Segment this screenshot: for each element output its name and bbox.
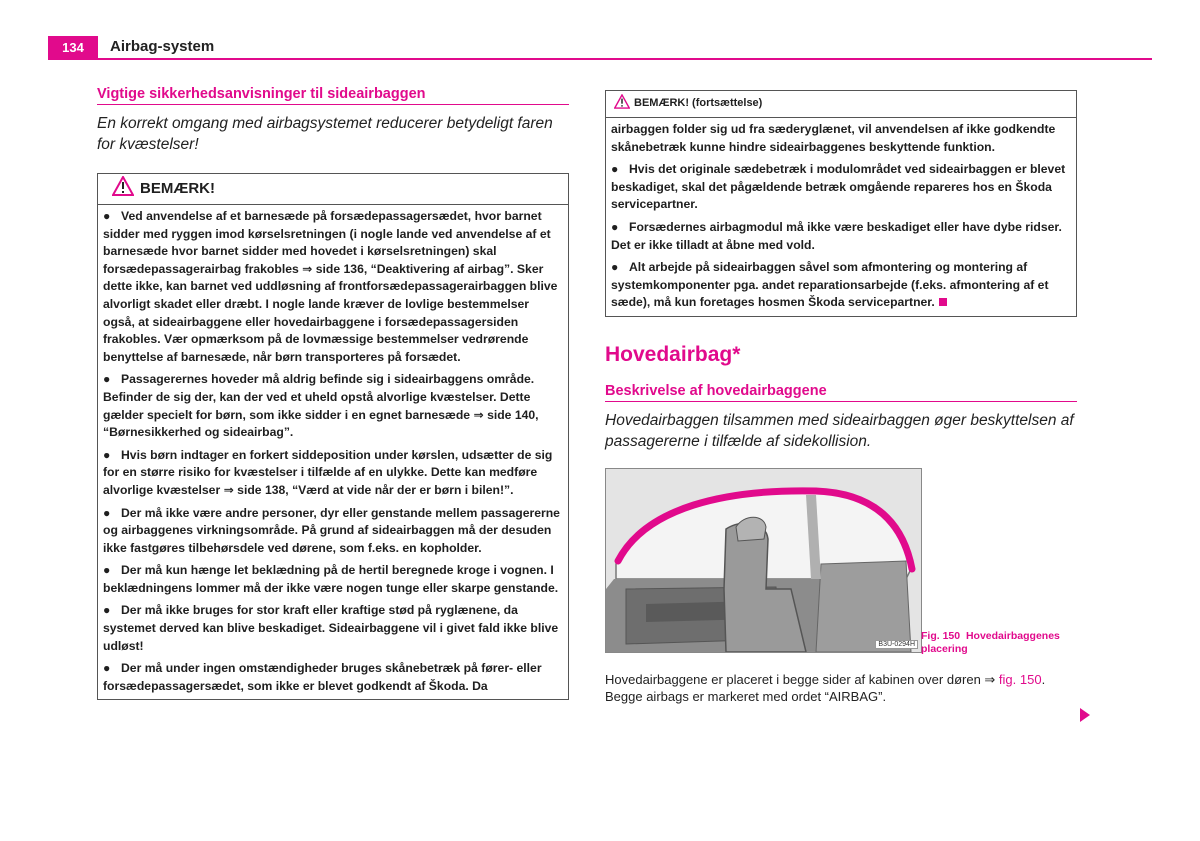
warning-title: BEMÆRK! xyxy=(140,180,215,198)
bullet-icon: ● xyxy=(103,209,111,223)
next-page-arrow-icon[interactable] xyxy=(1080,708,1090,722)
warning-triangle-icon xyxy=(112,176,134,202)
warning-body xyxy=(98,205,568,699)
bullet-icon: ● xyxy=(611,219,619,234)
sub-intro: Hovedairbaggen tilsammen med sideairbaggen øger beskyttelsen af passagererne i tilfælde af sidekollision. xyxy=(605,411,1074,450)
sub-heading: Beskrivelse af hovedairbaggene xyxy=(605,383,1077,402)
main-heading: Hovedairbag* xyxy=(605,342,741,366)
figure-image xyxy=(605,468,922,653)
warning-bullet: ● Hvis børn indtager en forkert siddeposition under kørslen, udsætter de sig for en større risiko for kvæstelser i tilfælde af en ulykke. Dette kan medføre alvorlige kvæstelser ⇒ side 138, “Værd at vide når der er børn i bilen!”. xyxy=(103,447,553,497)
bullet-icon: ● xyxy=(611,260,619,275)
warning-bullet: ● Ved anvendelse af et barnesæde på forsædepassagersædet, hvor barnet sidder med ryggen imod kørselsretningen (i nogle lande ved anvendelse af et barnesæde hvor barnet sidder med hovedet i kørselsretningen) skal forsædepassagerairbag frakobles ⇒ side 136, “Deaktivering af airbag”. Sker dette ikke, kan barnet ved uddløsning af frontforsædepassagerairbaggen blive alvorligt skadet eller dræbt. I nogle lande kræver de lovlige bestemmelser også, at sideairbaggene eller hovedairbaggene i forsædepassagersiden frakobles. Vær opmærksom på de lovmæssige bestemmelser vedrørende benyttelse af barnesæde, når børn transporteres på forsædet. xyxy=(103,209,558,364)
warning-bullet: ● Forsædernes airbagmodul må ikke være beskadiget eller have dybe ridser. Det er ikke tilladt at åbne med vold. xyxy=(611,219,1062,252)
warning-bullet: ● Der må ikke være andre personer, dyr eller genstande mellem passagererne og airbaggenes virkningsområde. På grund af sideairbaggen må der desuden ikke fastgøres tilbehørsdele ved dørene, som f.eks. en kopholder. xyxy=(103,505,560,555)
warning-bullet: ● Der må under ingen omstændigheder bruges skånebetræk på fører- eller forsædepassagersædet, som ikke er blevet godkendt af Škoda. Da xyxy=(103,661,542,693)
warning-header xyxy=(98,174,568,205)
section-title: Vigtige sikkerhedsanvisninger til sideairbaggen xyxy=(97,86,569,105)
bullet-icon: ● xyxy=(103,505,111,520)
header-rule xyxy=(48,58,1152,60)
running-title: Airbag-system xyxy=(110,38,215,55)
bullet-icon: ● xyxy=(103,447,111,462)
figure-link[interactable]: fig. 150 xyxy=(998,671,1042,687)
warning-cont-header xyxy=(606,91,1076,118)
car-interior-illustration xyxy=(606,469,921,652)
figure-caption-text: Hovedairbaggenes placering xyxy=(921,629,1060,655)
warning-bullet: ● Der må ikke bruges for stor kraft eller kraftige stød på ryglænene, da systemet derved kan blive beskadiget. Sideairbaggene vil i givet fald ikke blive udløst! xyxy=(103,603,559,653)
figure-code: B3U-0294H xyxy=(875,640,918,649)
bullet-icon: ● xyxy=(103,603,111,618)
left-column xyxy=(97,86,569,700)
warning-bullet: ● Der må kun hænge let beklædning på de hertil beregnede kroge i vognen. I beklædningens lommer må der ikke være nogen tunge eller skarpe genstande. xyxy=(103,563,559,595)
figure-label: Fig. 150 xyxy=(921,629,961,642)
warning-box-continued xyxy=(605,90,1077,317)
bullet-icon: ● xyxy=(103,661,111,676)
body-paragraph: Hovedairbaggene er placeret i begge sider af kabinen over døren ⇒ fig. 150. Begge airbags er markeret med ordet “AIRBAG”. xyxy=(605,671,1046,704)
warning-cont-text: airbaggen folder sig ud fra sæderyglænet, vil anvendelsen af ikke godkendte skånebetræk kunne hindre sideairbaggenes beskyttende funktion. xyxy=(611,122,1056,154)
page-number: 134 xyxy=(48,36,98,60)
bullet-icon: ● xyxy=(103,563,111,578)
warning-box xyxy=(97,173,569,700)
warning-bullet: ● Alt arbejde på sideairbaggen såvel som afmontering og montering af systemkomponenter pga. andet reparationsarbejde (f.eks. afmontering af et sæde), må kun foretages hosmen Škoda servicepartner. xyxy=(611,260,1049,310)
warning-bullet: ● Passagerernes hoveder må aldrig befinde sig i sideairbaggens område. Befinder de sig der, kan der ved et uheld opstå alvorlige kvæstelser. Dette gælder specielt for børn, som ikke sidder i en egnet barnesæde ⇒ side 140, “Børnesikkerhed og sideairbag”. xyxy=(103,372,539,440)
end-of-section-mark-icon xyxy=(939,298,947,306)
figure-caption xyxy=(921,630,1061,656)
warning-triangle-icon xyxy=(614,94,630,115)
warning-bullet: ● Hvis det originale sædebetræk i modulområdet ved sideairbaggen er blevet beskadiget, skal det pågældende betræk omgående repareres hos en Škoda servicepartner. xyxy=(611,162,1066,212)
right-column xyxy=(605,90,1077,705)
bullet-icon: ● xyxy=(103,372,111,387)
section-intro: En korrekt omgang med airbagsystemet reducerer betydeligt faren for kvæstelser! xyxy=(97,115,553,153)
warning-cont-body xyxy=(606,118,1076,316)
warning-cont-title: BEMÆRK! (fortsættelse) xyxy=(634,97,763,110)
bullet-icon: ● xyxy=(611,162,619,177)
figure-block xyxy=(605,468,1077,653)
